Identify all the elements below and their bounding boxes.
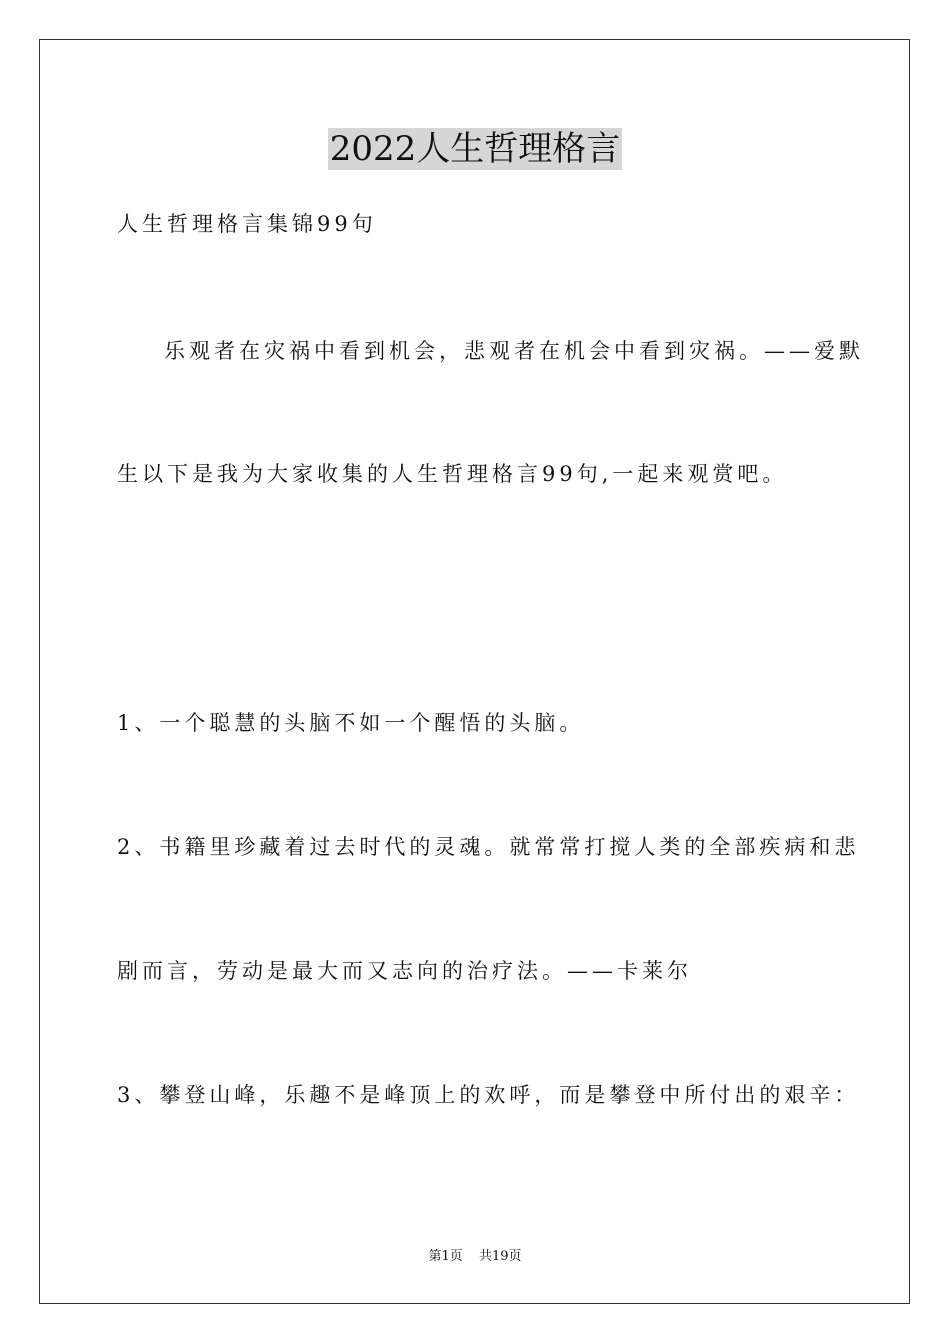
list-item-1: 1、一个聪慧的头脑不如一个醒悟的头脑。	[117, 711, 585, 735]
page-number: 第1页	[428, 1249, 463, 1264]
list-item-2-line-2: 剧而言，劳动是最大而又志向的治疗法。——卡莱尔	[117, 959, 692, 983]
list-item-2-line-1: 2、书籍里珍藏着过去时代的灵魂。就常常打搅人类的全部疾病和悲	[117, 835, 860, 859]
title-container	[0, 128, 950, 170]
intro-line-1: 乐观者在灾祸中看到机会，悲观者在机会中看到灾祸。——爱默	[164, 339, 864, 363]
intro-line-2: 生以下是我为大家收集的人生哲理格言99句,一起来观赏吧。	[117, 462, 788, 486]
list-item-3: 3、攀登山峰，乐趣不是峰顶上的欢呼，而是攀登中所付出的艰辛：	[117, 1083, 860, 1107]
page-footer	[0, 1248, 950, 1266]
document-title: 2022人生哲理格言	[329, 129, 621, 169]
total-pages: 共19页	[478, 1249, 522, 1264]
document-subtitle: 人生哲理格言集锦99句	[117, 212, 377, 236]
